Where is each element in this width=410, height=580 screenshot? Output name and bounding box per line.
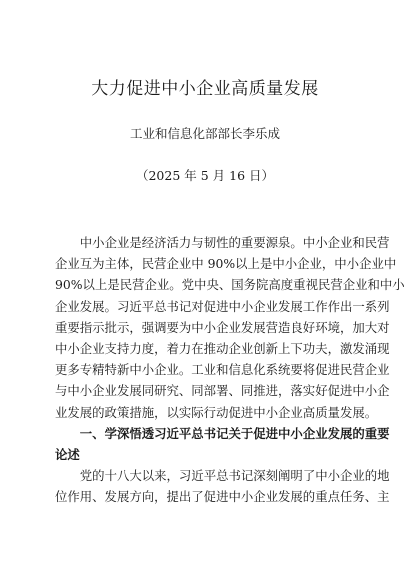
text-line: 业发展的政策措施，以实际行动促进中小企业高质量发展。 xyxy=(55,404,378,420)
document-title: 大力促进中小企业高质量发展 xyxy=(91,79,319,99)
paragraph-intro xyxy=(55,232,405,423)
text-line: 与中小企业发展同研究、同部署、同推进，落实好促进中小企 xyxy=(55,383,390,399)
text-line: 企业互为主体，民营企业中 90%以上是中小企业，中小企业中 xyxy=(55,256,397,272)
text-line: 位作用、发展方向，提出了促进中小企业发展的重点任务、主 xyxy=(55,489,390,505)
text-line: 重要指示批示，强调要为中小企业发展营造良好环境，加大对 xyxy=(55,319,390,335)
heading-line: 论述 xyxy=(55,446,80,462)
text-line: 90%以上是民营企业。党中央、国务院高度重视民营企业和中小 xyxy=(55,277,405,293)
paragraph-section-1 xyxy=(55,465,390,507)
document-author: 工业和信息化部部长李乐成 xyxy=(129,126,280,141)
section-heading xyxy=(55,423,390,465)
text-line: 中小企业支持力度，着力在推动企业创新上下功夫，激发涌现 xyxy=(55,340,390,356)
document-date: （2025 年 5 月 16 日） xyxy=(135,168,275,183)
document-body xyxy=(55,232,405,507)
text-line: 企业发展。习近平总书记对促进中小企业发展工作作出一系列 xyxy=(55,298,390,314)
text-line: 中小企业是经济活力与韧性的重要源泉。中小企业和民营 xyxy=(79,235,390,250)
text-line: 更多专精特新中小企业。工业和信息化系统要将促进民营企业 xyxy=(55,362,390,378)
text-line: 党的十八大以来，习近平总书记深刻阐明了中小企业的地 xyxy=(79,468,390,484)
heading-line: 一、学深悟透习近平总书记关于促进中小企业发展的重要 xyxy=(79,425,390,441)
